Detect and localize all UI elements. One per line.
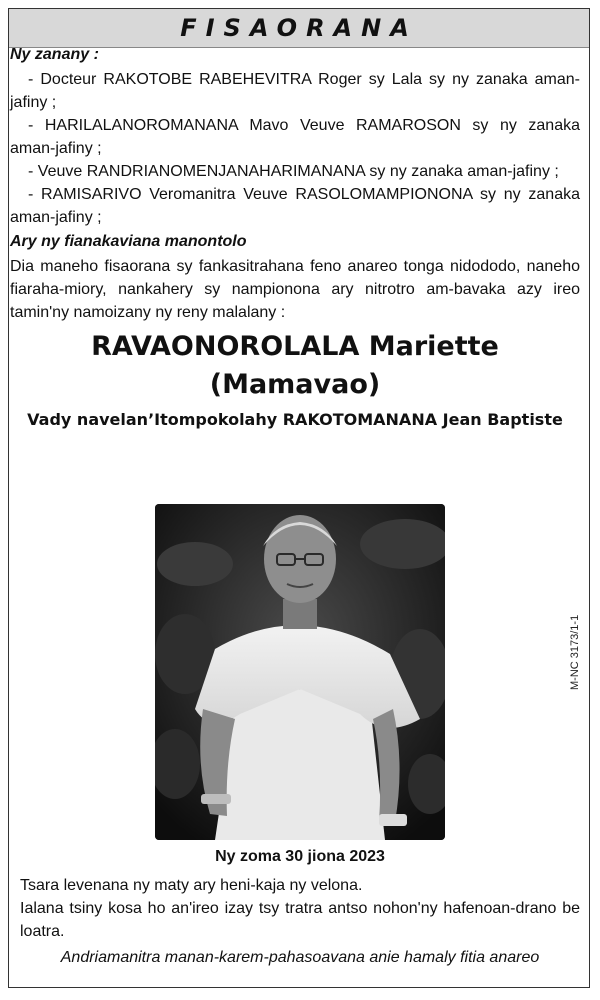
- bottom-text: [20, 874, 580, 967]
- date-line: Ny zoma 30 jiona 2023: [215, 848, 385, 865]
- family-heading: Ary ny fianakaviana manontolo: [10, 233, 247, 250]
- bottom-line: Tsara levenana ny maty ary heni-kaja ny velona.: [20, 877, 363, 894]
- notice-content: [10, 44, 580, 429]
- bottom-line: Ialana tsiny kosa ho an'ireo izay tsy tratra antso nohon'ny hafenoan-drano be loatra.: [20, 900, 580, 940]
- child-item: - Docteur RAKOTOBE RABEHEVITRA Roger sy Lala sy ny zanaka aman-jafiny ;: [10, 71, 580, 111]
- portrait-illustration: [155, 504, 445, 840]
- deceased-nickname: (Mamavao): [209, 369, 381, 400]
- reference-code: M-NC 3173/1-1: [569, 614, 581, 690]
- thanks-text: Dia maneho fisaorana sy fankasitrahana feno anareo tonga nidododo, naneho fiaraha-miory, nankahery sy nampionona ary nitrotro am-bavaka azy ireo tamin'ny namoizany ny reny malalany :: [10, 258, 580, 321]
- children-heading: Ny zanany :: [10, 46, 99, 63]
- deceased-name: RAVAONOROLALA Mariette: [91, 331, 499, 362]
- notice-title: FISAORANA: [180, 14, 418, 42]
- portrait-photo: [155, 504, 445, 840]
- spouse-line: Vady navelan’Itompokolahy RAKOTOMANANA Jean Baptiste: [27, 410, 563, 429]
- child-item: - Veuve RANDRIANOMENJANAHARIMANANA sy ny zanaka aman-jafiny ;: [28, 163, 559, 180]
- notice-header: [9, 9, 589, 48]
- child-item: - RAMISARIVO Veromanitra Veuve RASOLOMAMPIONONA sy ny zanaka aman-jafiny ;: [10, 186, 580, 226]
- closing-blessing: Andriamanitra manan-karem-pahasoavana anie hamaly fitia anareo: [60, 949, 540, 966]
- child-item: - HARILALANOROMANANA Mavo Veuve RAMAROSON sy ny zanaka aman-jafiny ;: [10, 117, 580, 157]
